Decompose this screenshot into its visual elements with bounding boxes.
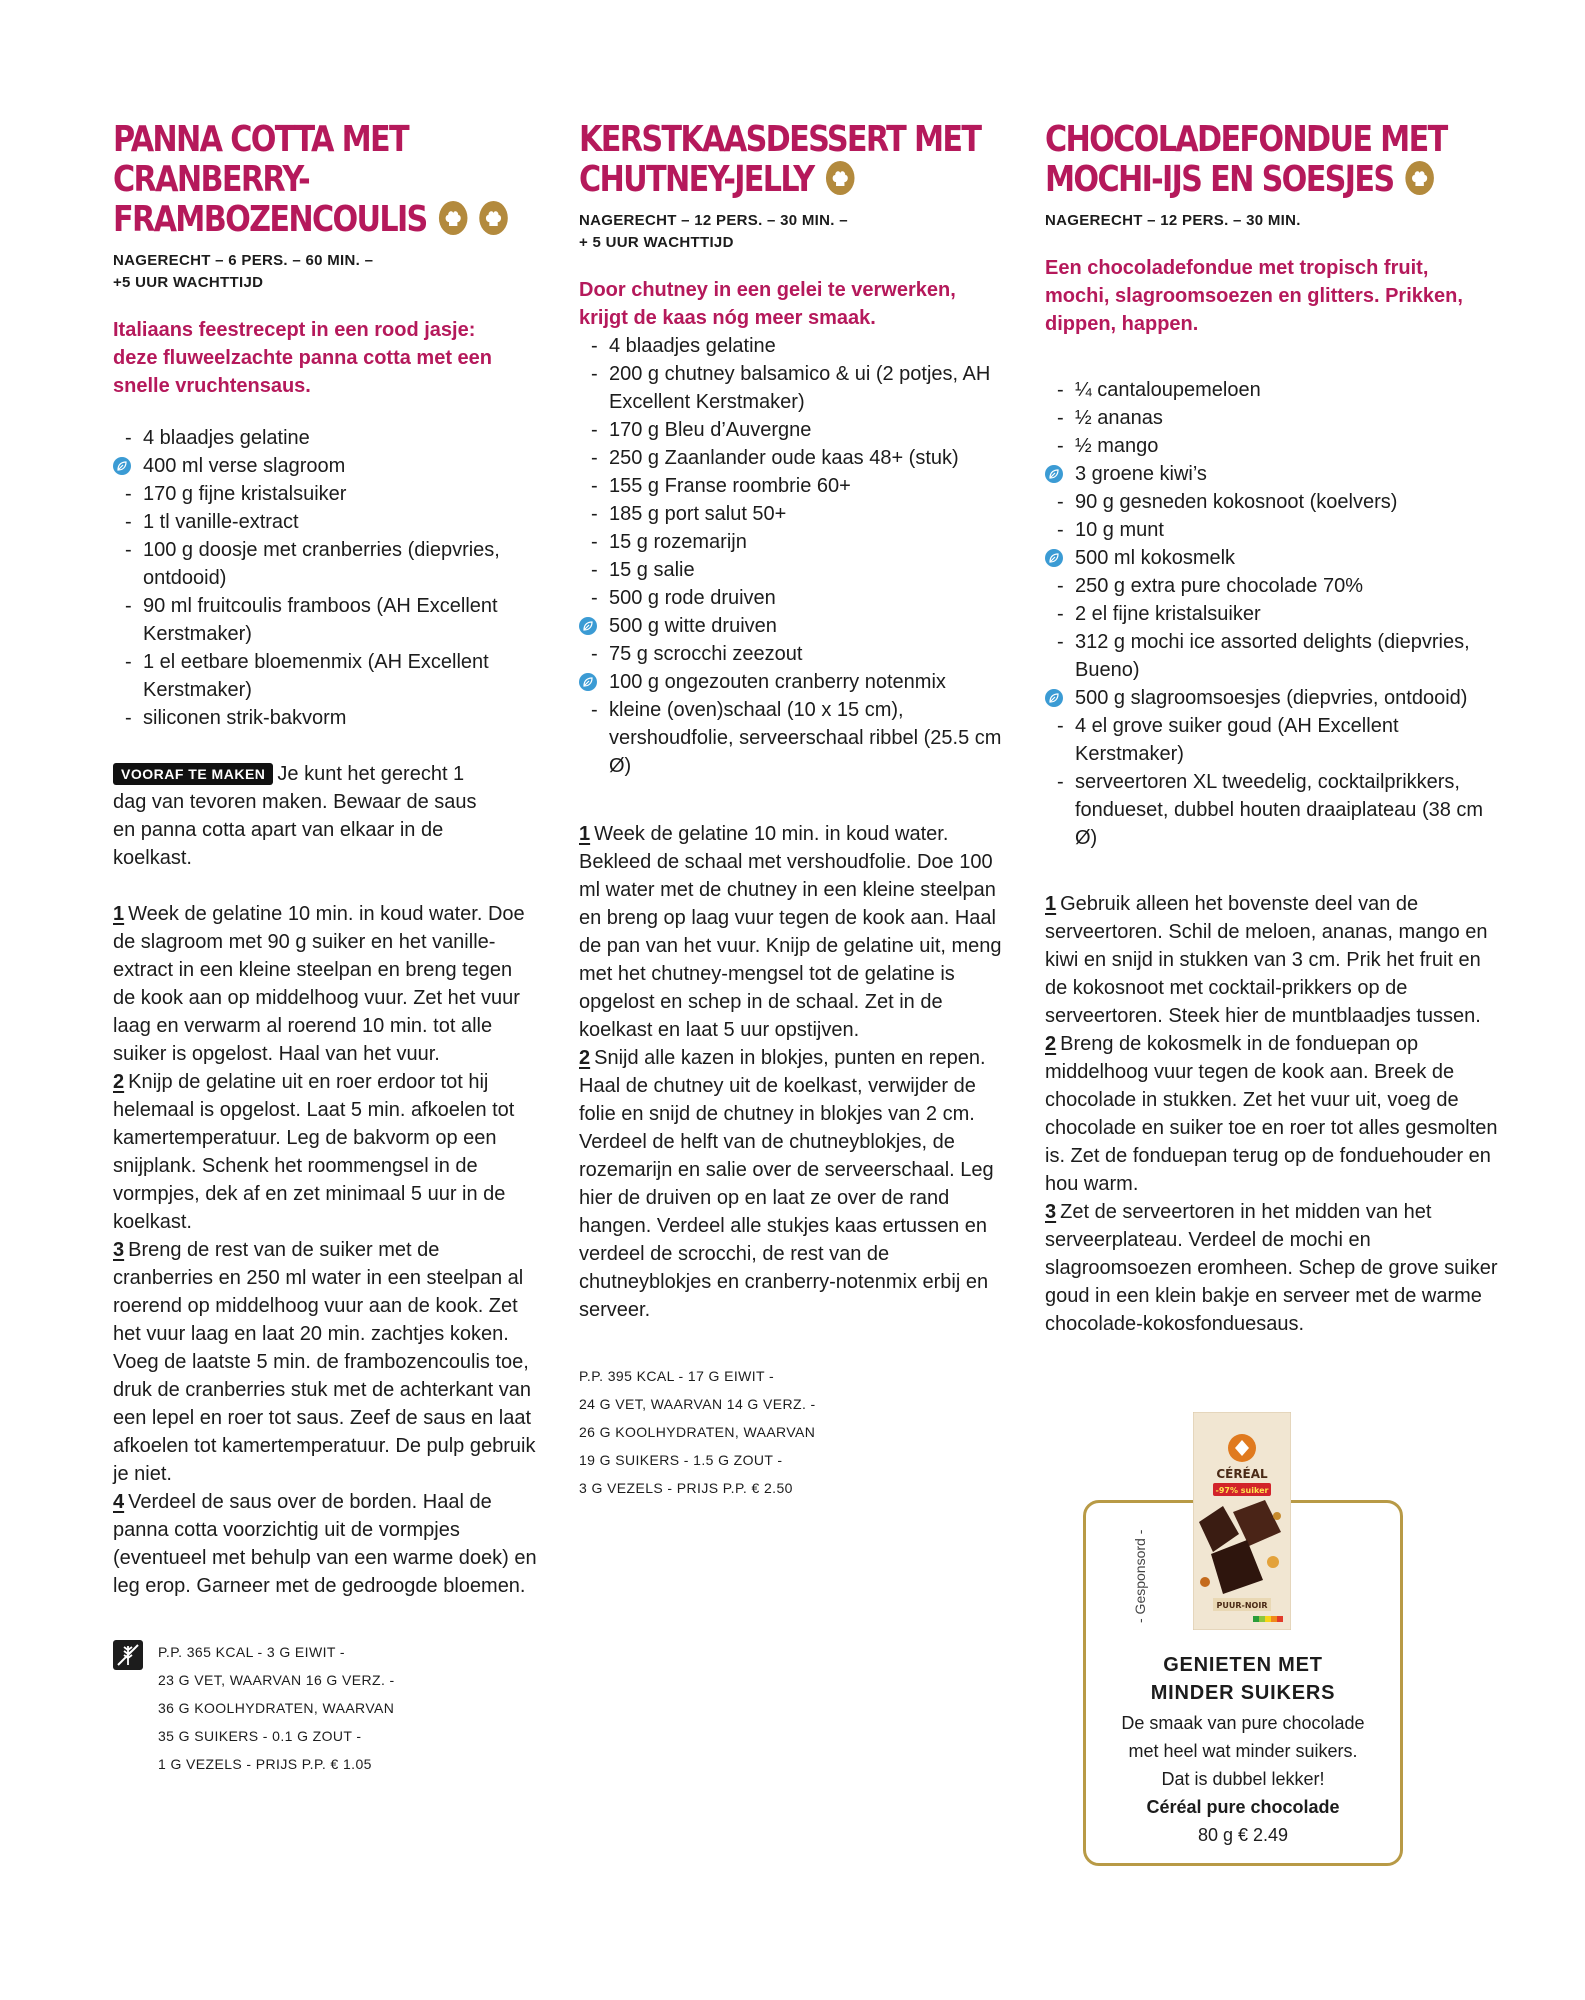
list-item: - 170 g fijne kristalsuiker [125, 483, 347, 505]
list-item: - siliconen strik-bakvorm [125, 707, 347, 729]
step: 1 Week de gelatine 10 min. in koud water. Bekleed de schaal met vershoudfolie. Doe 100 ml water met de chutney in een kleine steelpan en breng op laag vuur tegen de kook aan. Haal de pan van het vuur. Knijp de gelatine uit, meng met het chutney-mengsel tot de gelatine is opgelost en schep in de schaal. Zet in de koelkast en laat 5 uur opstijven. [579, 823, 1002, 1041]
list-item: - 4 el grove suiker goud (AH Excellent Kerstmaker) [1057, 715, 1399, 765]
list-item: - 2 el fijne kristalsuiker [1057, 603, 1261, 625]
list-item: - 250 g extra pure chocolade 70% [1057, 575, 1363, 597]
step-list [579, 820, 1009, 1324]
list-item: - 4 blaadjes gelatine [125, 427, 310, 449]
recipe-chocoladefondue [1045, 120, 1505, 1338]
step: 1 Gebruik alleen het bovenste deel van de serveertoren. Schil de meloen, ananas, mango en kiwi en snijd in stukken van 3 cm. Prik het fruit en de kokosnoot met cocktail-prikkers op de serveertoren. Steek hier de muntblaadjes tussen. [1045, 893, 1488, 1027]
leaf-icon [579, 673, 597, 691]
list-item: - 4 blaadjes gelatine [591, 335, 776, 357]
sponsored-label: - Gesponsord - [1132, 1529, 1148, 1623]
recipe-intro: Een chocoladefondue met tropisch fruit, mochi, slagroomsoezen en glitters. Prikken, dippen, happen. [1045, 257, 1463, 335]
chef-hat-icon [826, 161, 855, 195]
leaf-icon [1045, 689, 1063, 707]
step: 4 Verdeel de saus over de borden. Haal de panna cotta voorzichtig uit de vormpjes (eventueel met behulp van een warme doek) en leg erop. Garneer met de gedroogde bloemen. [113, 1491, 537, 1597]
list-item: - 250 g Zaanlander oude kaas 48+ (stuk) [591, 447, 959, 469]
list-item: - 1 el eetbare bloemenmix (AH Excellent Kerstmaker) [125, 651, 489, 701]
step: 2 Snijd alle kazen in blokjes, punten en repen. Haal de chutney uit de koelkast, verwijder de folie en snijd de chutney in blokjes van 2 cm. Verdeel de helft van de chutneyblokjes, de rozemarijn en salie over de serveerschaal. Leg hier de druiven op en laat ze over de rand hangen. Verdeel alle stukjes kaas ertussen en verdeel de scrocchi, de rest van de chutneyblokjes en cranberry-notenmix erbij en serveer. [579, 1047, 994, 1321]
sponsored-body: De smaak van pure chocolade met heel wat minder suikers. Dat is dubbel lekker! [1121, 1713, 1365, 1789]
leaf-icon [113, 457, 131, 475]
recipe-title: CHOCOLADEFONDUE MET MOCHI-IJS EN SOESJES [1045, 119, 1447, 200]
step: 2 Breng de kokosmelk in de fonduepan op middelhoog vuur tegen de kook aan. Breek de chocolade in stukken. Zet het vuur uit, voeg de chocolade en suiker toe en roer tot alles gesmolten is. Zet de fonduepan terug op de fonduehouder en hou warm. [1045, 1033, 1498, 1195]
recipe-intro: Door chutney in een gelei te verwerken, krijgt de kaas nóg meer smaak. [579, 279, 956, 329]
list-item: - serveertoren XL tweedelig, cocktailprikkers, fondueset, dubbel houten draaiplateau (38 cm Ø) [1057, 771, 1484, 849]
chocolate-bar-image [1193, 1412, 1291, 1630]
list-item: - 155 g Franse roombrie 60+ [591, 475, 851, 497]
list-item: - kleine (oven)schaal (10 x 15 cm), vershoudfolie, serveerschaal ribbel (25.5 cm Ø) [591, 699, 1002, 777]
ingredient-list [579, 332, 1009, 780]
ingredient-list [1045, 376, 1495, 852]
product-variant: PUUR-NOIR [1216, 1601, 1268, 1610]
list-item: 500 g witte druiven [579, 612, 1009, 640]
list-item: - 15 g salie [591, 559, 695, 581]
list-item: - 90 ml fruitcoulis framboos (AH Excellent Kerstmaker) [125, 595, 498, 645]
nutrition-info: P.P. 395 KCAL - 17 G EIWIT - 24 G VET, WAARVAN 14 G VERZ. - 26 G KOOLHYDRATEN, WAARVAN 19 G SUIKERS - 1.5 G ZOUT - 3 G VEZELS - PRIJS P.P. € 2.50 [579, 1368, 816, 1496]
prep-text: Je kunt het gerecht 1 dag van tevoren maken. Bewaar de saus en panna cotta apart van elkaar in de koelkast. [113, 763, 477, 869]
list-item: - 200 g chutney balsamico & ui (2 potjes, AH Excellent Kerstmaker) [591, 363, 991, 413]
recipe-title: PANNA COTTA MET CRANBERRY- FRAMBOZENCOULIS [113, 120, 550, 240]
gluten-free-icon [113, 1640, 143, 1670]
step: 1 Week de gelatine 10 min. in koud water. Doe de slagroom met 90 g suiker en het vanille-extract in een kleine steelpan en breng tegen de kook aan op middelhoog vuur. Zet het vuur laag en verwarm al roerend 10 min. tot alle suiker is opgelost. Haal van het vuur. [113, 903, 525, 1065]
product-price: 80 g € 2.49 [1197, 1825, 1289, 1845]
chef-hat-icon [1406, 161, 1435, 195]
list-item: - 10 g munt [1057, 519, 1164, 541]
list-item: - 185 g port salut 50+ [591, 503, 787, 525]
list-item: 500 g slagroomsoesjes (diepvries, ontdooid) [1045, 684, 1495, 712]
recipe-panna-cotta [113, 120, 543, 1778]
recipe-title: KERSTKAASDESSERT MET CHUTNEY-JELLY [579, 119, 981, 200]
product-claim: -97% suiker [1215, 1486, 1269, 1495]
step-list [1045, 890, 1505, 1338]
list-item: - 312 g mochi ice assorted delights (diepvries, Bueno) [1057, 631, 1470, 681]
list-item: - 75 g scrocchi zeezout [591, 643, 803, 665]
product-name: Céréal pure chocolade [1146, 1797, 1340, 1817]
sponsored-heading: GENIETEN MET MINDER SUIKERS [1150, 1654, 1336, 1704]
sponsored-text [1086, 1651, 1400, 1849]
leaf-icon [579, 617, 597, 635]
chef-hat-icon [480, 201, 509, 235]
list-item: - 100 g doosje met cranberries (diepvries, ontdooid) [125, 539, 500, 589]
list-item: 3 groene kiwi’s [1045, 460, 1495, 488]
recipe-kerstkaasdessert [579, 120, 1009, 1502]
list-item: - 90 g gesneden kokosnoot (koelvers) [1057, 491, 1398, 513]
list-item: 400 ml verse slagroom [113, 452, 533, 480]
leaf-icon [1045, 465, 1063, 483]
product-brand: CÉRÉAL [1216, 1467, 1268, 1481]
recipe-meta: NAGERECHT – 12 PERS. – 30 MIN. [1045, 212, 1301, 229]
list-item: - ½ ananas [1057, 407, 1163, 429]
chef-hat-icon [439, 201, 468, 235]
prep-note [113, 760, 503, 872]
leaf-icon [1045, 549, 1063, 567]
step: 3 Breng de rest van de suiker met de cranberries en 250 ml water in een steelpan al roerend op middelhoog vuur aan de kook. Zet het vuur laag en laat 20 min. zachtjes koken. Voeg de laatste 5 min. de frambozencoulis toe, druk de cranberries stuk met de achterkant van een lepel en roer tot saus. Zeef de saus en laat afkoelen tot kamertemperatuur. De pulp gebruik je niet. [113, 1239, 536, 1485]
list-item: 500 ml kokosmelk [1045, 544, 1495, 572]
list-item: - 500 g rode druiven [591, 587, 776, 609]
recipe-meta: NAGERECHT – 12 PERS. – 30 MIN. – + 5 UUR WACHTTIJD [579, 212, 848, 251]
step: 3 Zet de serveertoren in het midden van het serveerplateau. Verdeel de mochi en slagroomsoezen eromheen. Schep de grove suiker goud in een klein bakje en serveer met de warme chocolade-kokosfonduesaus. [1045, 1201, 1498, 1335]
step: 2 Knijp de gelatine uit en roer erdoor tot hij helemaal is opgelost. Laat 5 min. afkoelen tot kamertemperatuur. Leg de bakvorm op een snijplank. Schenk het roommengsel in de vormpjes, dek af en zet minimaal 5 uur in de koelkast. [113, 1071, 515, 1233]
list-item: - ½ mango [1057, 435, 1159, 457]
list-item: - ¼ cantaloupemeloen [1057, 379, 1261, 401]
list-item: 100 g ongezouten cranberry notenmix [579, 668, 1009, 696]
ingredient-list [113, 424, 533, 732]
recipe-meta: NAGERECHT – 6 PERS. – 60 MIN. – +5 UUR WACHTTIJD [113, 252, 374, 291]
list-item: - 15 g rozemarijn [591, 531, 747, 553]
recipe-intro: Italiaans feestrecept in een rood jasje: deze fluweelzachte panna cotta met een snelle vruchtensaus. [113, 319, 492, 397]
step-list [113, 900, 538, 1600]
list-item: - 170 g Bleu d’Auvergne [591, 419, 812, 441]
nutrition-info: P.P. 365 KCAL - 3 G EIWIT - 23 G VET, WAARVAN 16 G VERZ. - 36 G KOOLHYDRATEN, WAARVAN 35 G SUIKERS - 0.1 G ZOUT - 1 G VEZELS - PRIJS P.P. € 1.05 [113, 1638, 543, 1778]
prep-badge: VOORAF TE MAKEN [113, 763, 273, 785]
list-item: - 1 tl vanille-extract [125, 511, 299, 533]
